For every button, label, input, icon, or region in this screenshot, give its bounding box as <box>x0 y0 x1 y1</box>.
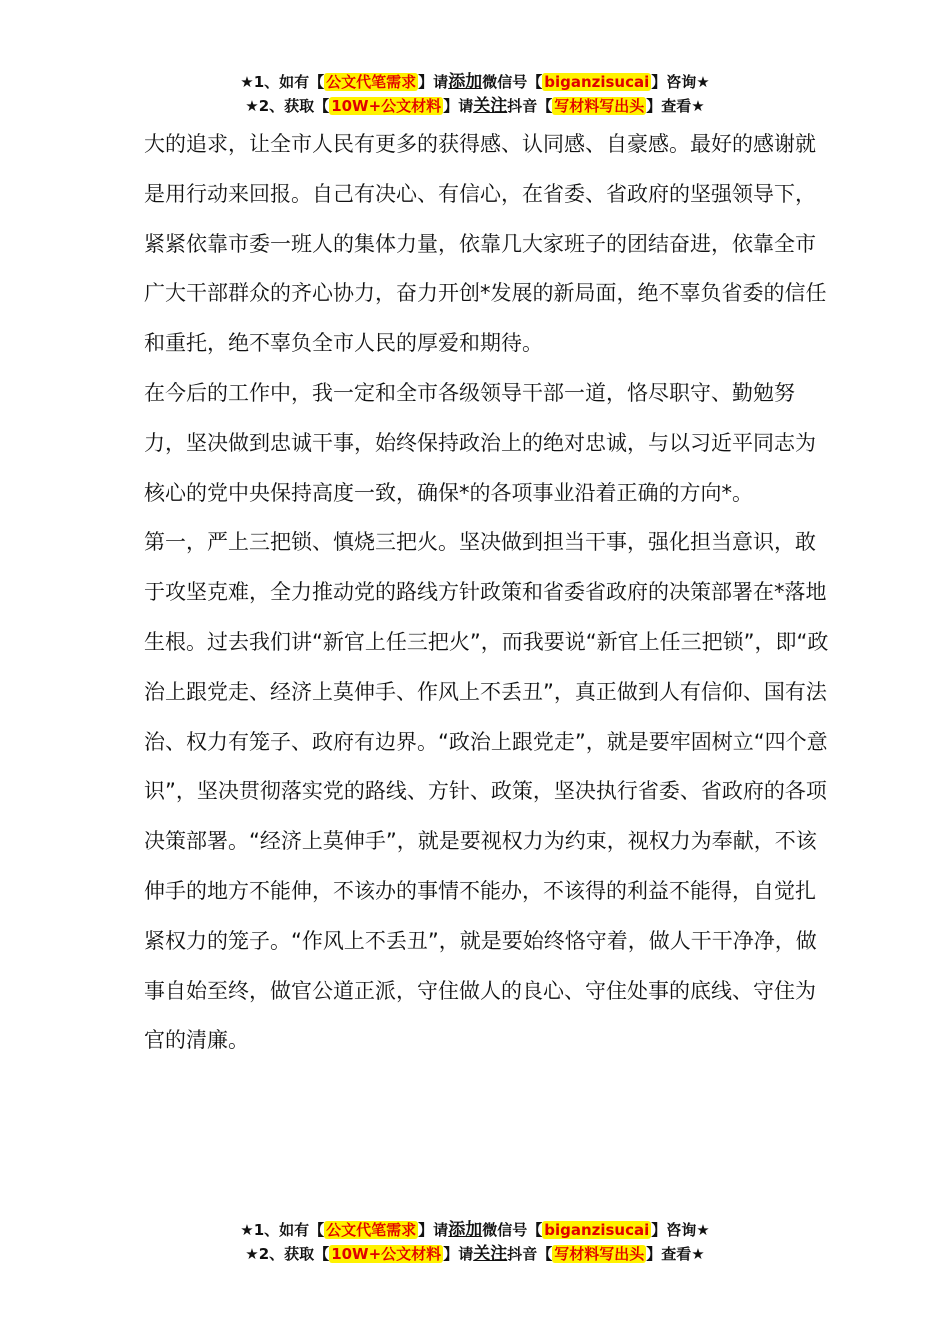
footer-banner <box>0 1218 950 1266</box>
header-banner <box>0 70 950 118</box>
highlight-wechat-id: biganzisucai <box>544 73 650 91</box>
banner-line-2: ★2、获取【 10W+公文材料 】请关注抖音【 写材料写出头 】查看★ <box>245 96 705 116</box>
highlight-wechat-id: biganzisucai <box>544 1221 650 1239</box>
banner-line-2: ★2、获取【 10W+公文材料 】请关注抖音【 写材料写出头 】查看★ <box>245 1244 705 1264</box>
document-body <box>144 120 834 1066</box>
highlight-materials: 10W+公文材料 <box>331 1245 442 1263</box>
paragraph-3: 第一，严上三把锁、慎烧三把火。坚决做到担当干事，强化担当意识，敢于攻坚克难，全力推动党的路线方针政策和省委省政府的决策部署在*落地生根。过去我们讲“新官上任三把火”，而我要说“新官上任三把锁”，即“政治上跟党走、经济上莫伸手、作风上不丢丑”，真正做到人有信仰、国有法治、权力有笼子、政府有边界。“政治上跟党走”，就是要牢固树立“四个意识”，坚决贯彻落实党的路线、方针、政策，坚决执行省委、省政府的各项决策部署。“经济上莫伸手”，就是要视权力为约束，视权力为奉献，不该伸手的地方不能伸，不该办的事情不能办，不该得的利益不能得，自觉扎紧权力的笼子。“作风上不丢丑”，就是要始终恪守着，做人干干净净，做事自始至终，做官公道正派，守住做人的良心、守住处事的底线、守住为官的清廉。 <box>144 530 829 1053</box>
highlight-materials: 10W+公文材料 <box>331 97 442 115</box>
paragraph-1: 大的追求，让全市人民有更多的获得感、认同感、自豪感。最好的感谢就是用行动来回报。自己有决心、有信心，在省委、省政府的坚强领导下，紧紧依靠市委一班人的集体力量，依靠几大家班子的团结奋进，依靠全市广大干部群众的齐心协力，奋力开创*发展的新局面，绝不辜负省委的信任和重托，绝不辜负全市人民的厚爱和期待。 <box>144 132 827 356</box>
highlight-douyin: 写材料写出头 <box>554 97 645 115</box>
banner-line-1: ★1、如有【 公文代笔需求 】请添加微信号【 biganzisucai 】咨询★ <box>240 72 710 92</box>
highlight-service: 公文代笔需求 <box>326 73 417 91</box>
banner-line-1: ★1、如有【 公文代笔需求 】请添加微信号【 biganzisucai 】咨询★ <box>240 1220 710 1240</box>
highlight-douyin: 写材料写出头 <box>554 1245 645 1263</box>
paragraph-2: 在今后的工作中，我一定和全市各级领导干部一道，恪尽职守、勤勉努力，坚决做到忠诚干事，始终保持政治上的绝对忠诚，与以习近平同志为核心的党中央保持高度一致，确保*的各项事业沿着正确的方向*。 <box>144 380 816 505</box>
highlight-service: 公文代笔需求 <box>326 1221 417 1239</box>
